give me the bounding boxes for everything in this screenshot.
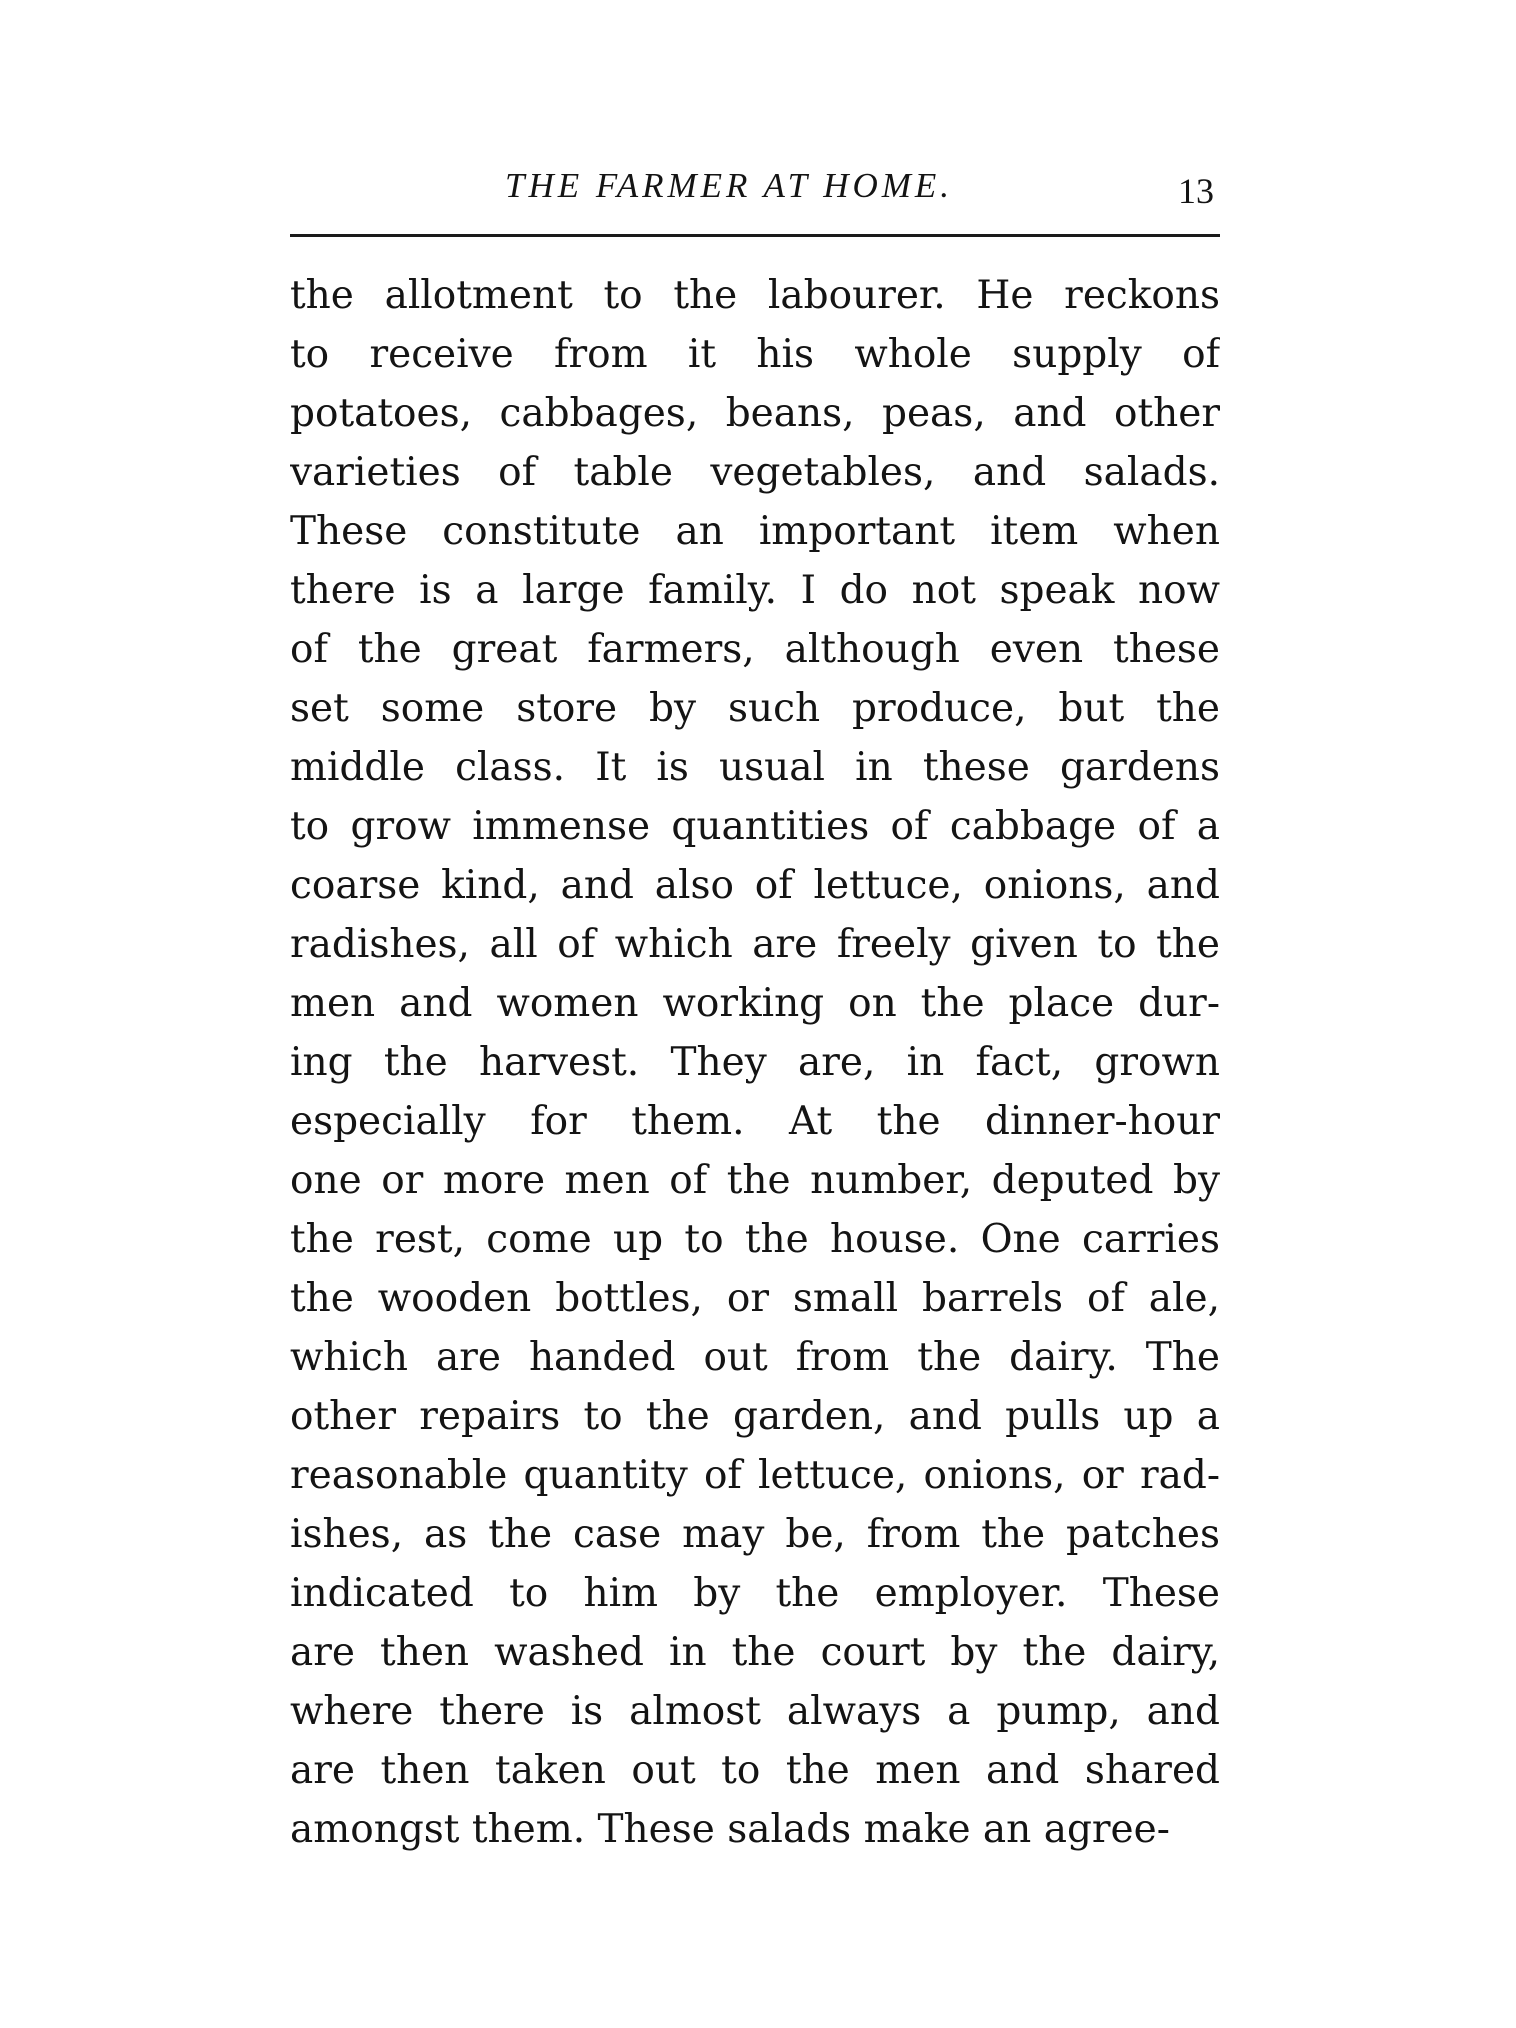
text-line: there is a large family. I do not speak now (290, 568, 1220, 613)
text-line: varieties of table vegetables, and salads. (290, 450, 1220, 495)
text-line: to receive from it his whole supply of (290, 332, 1220, 377)
text-line: especially for them. At the dinner-hour (290, 1099, 1220, 1144)
running-head (290, 160, 1220, 220)
text-line: coarse kind, and also of lettuce, onions, and (290, 863, 1220, 908)
body-text (290, 266, 1220, 1859)
text-line: reasonable quantity of lettuce, onions, or rad- (290, 1453, 1220, 1498)
text-line: ishes, as the case may be, from the patches (290, 1512, 1220, 1557)
text-line: other repairs to the garden, and pulls up a (290, 1394, 1220, 1439)
text-line: radishes, all of which are freely given to the (290, 922, 1220, 967)
text-line: men and women working on the place dur- (290, 981, 1220, 1026)
text-line: which are handed out from the dairy. The (290, 1335, 1220, 1380)
text-line: ing the harvest. They are, in fact, grown (290, 1040, 1220, 1085)
text-line: middle class. It is usual in these gardens (290, 745, 1220, 790)
text-line: the wooden bottles, or small barrels of ale, (290, 1276, 1220, 1321)
page-number: 13 (1178, 171, 1214, 211)
running-title: THE FARMER AT HOME. (505, 166, 954, 205)
text-line: to grow immense quantities of cabbage of a (290, 804, 1220, 849)
text-line: of the great farmers, although even these (290, 627, 1220, 672)
text-line: the rest, come up to the house. One carries (290, 1217, 1220, 1262)
text-line: where there is almost always a pump, and (290, 1689, 1220, 1734)
text-line: potatoes, cabbages, beans, peas, and other (290, 391, 1220, 436)
text-line: set some store by such produce, but the (290, 686, 1220, 731)
header-rule (290, 234, 1220, 237)
text-line: are then washed in the court by the dairy, (290, 1630, 1220, 1675)
text-line: amongst them. These salads make an agree- (290, 1807, 1170, 1852)
text-line: one or more men of the number, deputed by (290, 1158, 1220, 1203)
text-line: These constitute an important item when (290, 509, 1220, 554)
text-line: the allotment to the labourer. He reckons (290, 273, 1220, 318)
text-line: indicated to him by the employer. These (290, 1571, 1220, 1616)
text-line: are then taken out to the men and shared (290, 1748, 1220, 1793)
